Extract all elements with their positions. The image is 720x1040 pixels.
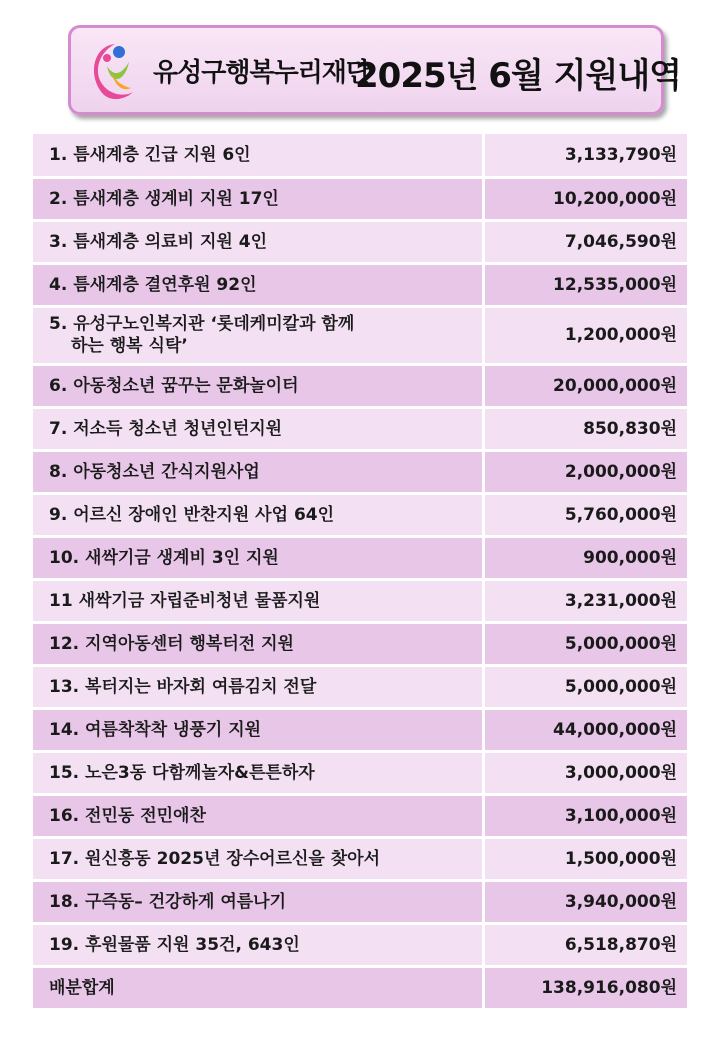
support-table — [33, 134, 687, 1011]
item-amount: 7,046,590원 — [483, 220, 687, 263]
total-amount: 138,916,080원 — [483, 966, 687, 1009]
item-label-multiline — [33, 306, 483, 364]
item-label-continued: 하는 행복 식탁’ — [71, 336, 188, 356]
item-label: 14. 여름착착착 냉풍기 지원 — [33, 708, 483, 751]
item-amount: 5,760,000원 — [483, 493, 687, 536]
item-amount: 20,000,000원 — [483, 364, 687, 407]
item-label: 4. 틈새계층 결연후원 92인 — [33, 263, 483, 306]
item-amount: 5,000,000원 — [483, 665, 687, 708]
item-label: 17. 원신흥동 2025년 장수어르신을 찾아서 — [33, 837, 483, 880]
table-row — [33, 665, 687, 708]
item-amount: 3,940,000원 — [483, 880, 687, 923]
item-amount: 12,535,000원 — [483, 263, 687, 306]
item-label: 2. 틈새계층 생계비 지원 17인 — [33, 177, 483, 220]
item-label: 5. 유성구노인복지관 ‘롯데케미칼과 함께 — [49, 314, 355, 334]
item-label: 15. 노은3동 다함께놀자&튼튼하자 — [33, 751, 483, 794]
total-label: 배분합계 — [33, 966, 483, 1009]
item-amount: 2,000,000원 — [483, 450, 687, 493]
organization-name: 유성구행복누리재단 — [153, 58, 371, 88]
item-amount: 3,231,000원 — [483, 579, 687, 622]
table-row — [33, 880, 687, 923]
table-row — [33, 364, 687, 407]
item-label: 19. 후원물품 지원 35건, 643인 — [33, 923, 483, 966]
table-row — [33, 407, 687, 450]
total-row — [33, 966, 687, 1009]
item-label: 12. 지역아동센터 행복터전 지원 — [33, 622, 483, 665]
table-row — [33, 134, 687, 177]
item-amount: 850,830원 — [483, 407, 687, 450]
table-row — [33, 536, 687, 579]
foundation-logo-icon — [85, 36, 141, 104]
item-label: 1. 틈새계층 긴급 지원 6인 — [33, 134, 483, 177]
item-amount: 3,000,000원 — [483, 751, 687, 794]
table-row — [33, 263, 687, 306]
table-row — [33, 794, 687, 837]
item-amount: 10,200,000원 — [483, 177, 687, 220]
item-amount: 900,000원 — [483, 536, 687, 579]
table-row — [33, 579, 687, 622]
table-row — [33, 622, 687, 665]
page-title: 2025년 6월 지원내역 — [355, 56, 682, 96]
item-amount: 3,133,790원 — [483, 134, 687, 177]
item-amount: 44,000,000원 — [483, 708, 687, 751]
table-row — [33, 220, 687, 263]
table-row — [33, 306, 687, 364]
table-row — [33, 450, 687, 493]
item-label: 6. 아동청소년 꿈꾸는 문화놀이터 — [33, 364, 483, 407]
item-label: 8. 아동청소년 간식지원사업 — [33, 450, 483, 493]
table-row — [33, 923, 687, 966]
item-amount: 1,200,000원 — [483, 306, 687, 364]
item-label: 18. 구즉동– 건강하게 여름나기 — [33, 880, 483, 923]
title-banner — [68, 25, 682, 115]
item-label: 11 새싹기금 자립준비청년 물품지원 — [33, 579, 483, 622]
table-row — [33, 751, 687, 794]
item-label: 9. 어르신 장애인 반찬지원 사업 64인 — [33, 493, 483, 536]
item-amount: 5,000,000원 — [483, 622, 687, 665]
table-row — [33, 708, 687, 751]
item-amount: 6,518,870원 — [483, 923, 687, 966]
item-amount: 1,500,000원 — [483, 837, 687, 880]
item-amount: 3,100,000원 — [483, 794, 687, 837]
table-row — [33, 493, 687, 536]
item-label: 10. 새싹기금 생계비 3인 지원 — [33, 536, 483, 579]
table-row — [33, 177, 687, 220]
table-row — [33, 837, 687, 880]
item-label: 13. 복터지는 바자회 여름김치 전달 — [33, 665, 483, 708]
item-label: 3. 틈새계층 의료비 지원 4인 — [33, 220, 483, 263]
item-label: 16. 전민동 전민애찬 — [33, 794, 483, 837]
item-label: 7. 저소득 청소년 청년인턴지원 — [33, 407, 483, 450]
